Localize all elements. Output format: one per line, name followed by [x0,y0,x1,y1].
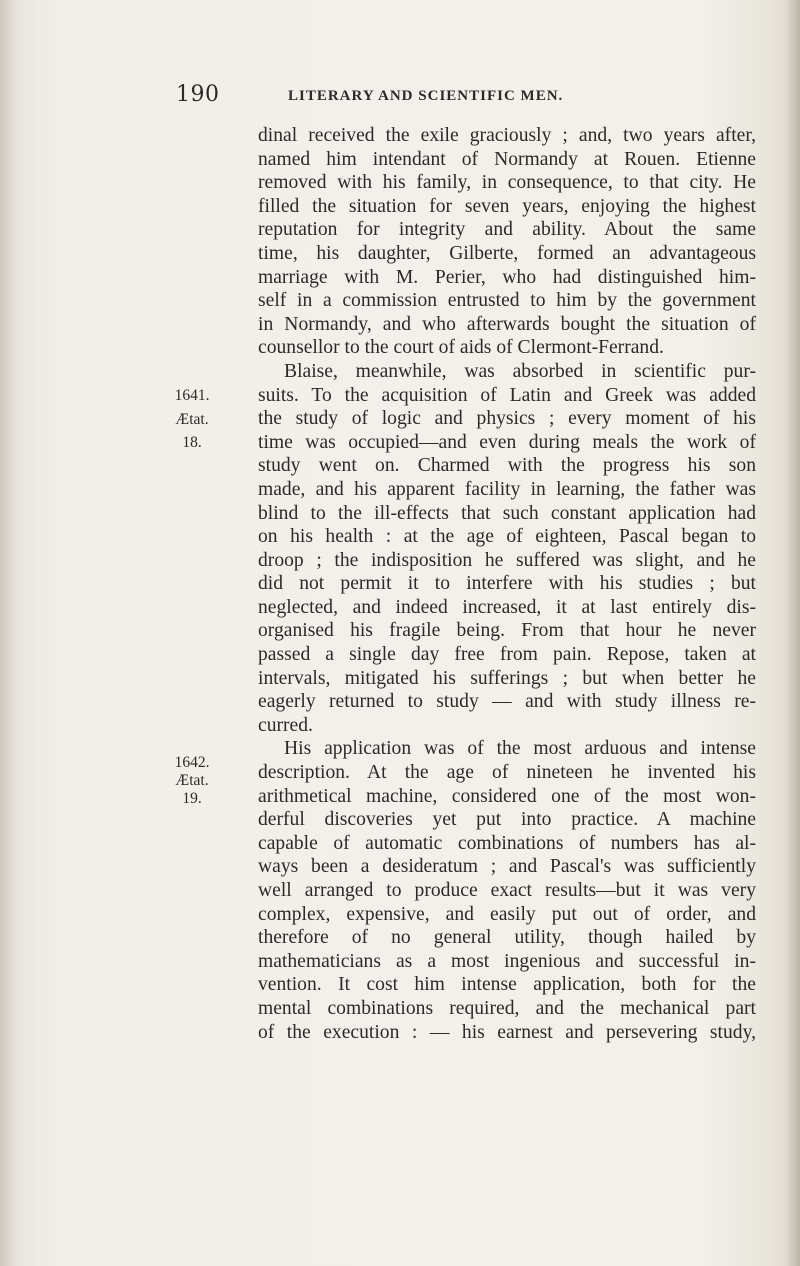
text-line: intervals, mitigated his sufferings ; but when better he [258,667,756,689]
text-line: organised his fragile being. From that hour he never [258,620,756,642]
text-line: in Normandy, and who afterwards bought the situation of [258,313,756,335]
text-line: self in a commission entrusted to him by the government [258,290,756,312]
text-line: vention. It cost him intense application, both for the [258,974,756,996]
text-line: mathematicians as a most ingenious and successful in- [258,950,756,972]
margin-aetat: Ætat. [175,410,209,428]
text-line: droop ; the indisposition he suffered was slight, and he [258,549,756,571]
body-text [258,124,756,1044]
text-line: curred. [258,714,313,736]
text-line: the study of logic and physics ; every moment of his [258,408,756,430]
margin-age: 19. [182,790,202,807]
page-gutter-shadow [0,0,18,1266]
text-line: His application was of the most arduous and intense [284,738,756,760]
margin-year: 1641. [174,387,210,404]
text-line: neglected, and indeed increased, it at last entirely dis- [258,596,756,618]
text-line: filled the situation for seven years, enjoying the highest [258,195,756,217]
text-line: of the execution : — his earnest and persevering study, [258,1021,756,1043]
text-line: therefore of no general utility, though hailed by [258,927,756,949]
margin-year: 1642. [174,754,210,771]
text-line: ways been a desideratum ; and Pascal's was sufficiently [258,856,756,878]
margin-aetat: Ætat. [175,772,209,789]
text-line: did not permit it to interfere with his studies ; but [258,573,756,595]
text-line: time was occupied—and even during meals the work of [258,431,756,453]
text-line: made, and his apparent facility in learning, the father was [258,478,756,500]
margin-note-1642 [166,754,218,808]
text-line: complex, expensive, and easily put out of order, and [258,903,756,925]
text-line: Blaise, meanwhile, was absorbed in scientific pur- [284,360,756,382]
text-line: arithmetical machine, considered one of the most won- [258,785,756,807]
text-line: on his health : at the age of eighteen, Pascal began to [258,526,756,548]
text-line: dinal received the exile graciously ; and, two years after, [258,125,756,146]
text-line: mental combinations required, and the mechanical part [258,997,756,1019]
text-line: removed with his family, in consequence, to that city. He [258,172,756,194]
text-line: time, his daughter, Gilberte, formed an advantageous [258,242,756,264]
page-edge [786,0,800,1266]
page-number: 190 [176,82,220,107]
text-line: named him intendant of Normandy at Rouen. Etienne [258,148,756,170]
margin-age: 18. [182,434,202,452]
margin-note-1641 [166,384,218,455]
text-line: passed a single day free from pain. Repose, taken at [258,644,756,666]
text-line: marriage with M. Perier, who had distinguished him- [258,266,756,288]
text-line: counsellor to the court of aids of Clermont-Ferrand. [258,337,664,359]
text-line: reputation for integrity and ability. About the same [258,219,756,241]
text-line: blind to the ill-effects that such constant application had [258,502,756,524]
running-head: LITERARY AND SCIENTIFIC MEN. [288,88,564,104]
text-line: well arranged to produce exact results—but it was very [258,880,756,901]
text-line: derful discoveries yet put into practice. A machine [258,809,756,831]
text-line: description. At the age of nineteen he invented his [258,762,756,784]
text-line: capable of automatic combinations of numbers has al- [258,832,756,854]
text-line: suits. To the acquisition of Latin and Greek was added [258,384,756,406]
text-line: eagerly returned to study — and with study illness re- [258,691,756,713]
text-line: study went on. Charmed with the progress his son [258,455,756,477]
page-header [176,82,736,112]
